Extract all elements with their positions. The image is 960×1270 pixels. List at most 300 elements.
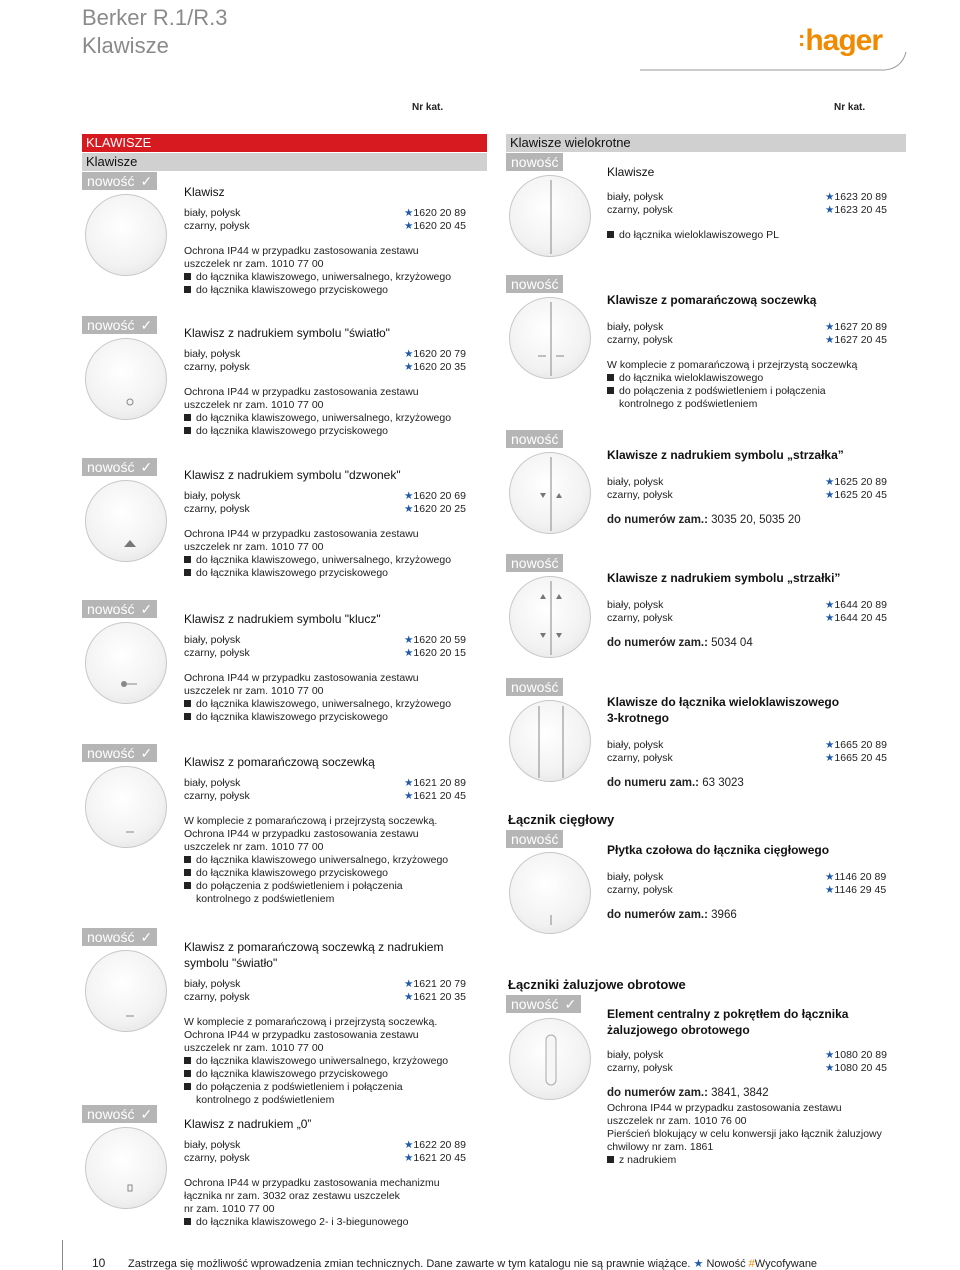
bullet-icon xyxy=(184,569,191,576)
arrows-disc xyxy=(509,576,591,658)
note-line xyxy=(184,828,419,841)
section-header-blind: Łączniki żaluzjowe obrotowe xyxy=(508,977,686,992)
new-badge xyxy=(82,172,157,190)
note-line xyxy=(184,386,419,399)
order-note xyxy=(607,1087,769,1100)
catalog-number xyxy=(825,489,887,502)
order-note-label: do numerów zam.: xyxy=(607,637,708,649)
bullet-icon xyxy=(184,856,191,863)
note-text: do połączenia z podświetleniem i połączenia xyxy=(196,880,403,892)
variant-label: biały, połysk xyxy=(184,634,241,646)
star-icon: ★ xyxy=(825,599,835,611)
new-badge xyxy=(506,830,563,848)
catalog-number xyxy=(404,777,466,790)
star-icon: ★ xyxy=(404,361,414,373)
variant-row xyxy=(184,220,484,233)
catalog-code: 1665 20 45 xyxy=(834,752,887,764)
hash-icon: # xyxy=(748,1258,755,1270)
star-icon: ★ xyxy=(404,503,414,515)
note-line xyxy=(184,1216,408,1229)
star-icon: ★ xyxy=(825,752,835,764)
variant-row xyxy=(607,489,907,502)
variant-label: biały, połysk xyxy=(607,1049,664,1061)
note-line xyxy=(184,1177,440,1190)
catalog-code: 1621 20 89 xyxy=(413,777,466,789)
note-text: do łącznika klawiszowego przyciskowego xyxy=(196,425,389,437)
variant-row xyxy=(184,647,484,660)
note-line xyxy=(607,1141,713,1154)
note-line xyxy=(607,359,857,372)
catalog-code: 1080 20 89 xyxy=(834,1049,887,1061)
variant-row xyxy=(607,599,907,612)
note-line xyxy=(184,425,388,438)
catalog-number xyxy=(825,599,887,612)
arrows-rocker-image xyxy=(510,577,592,659)
check-icon: ✓ xyxy=(140,173,153,189)
catalog-number xyxy=(404,348,466,361)
catalog-code: 1620 20 45 xyxy=(413,220,466,232)
product-title: Klawisz z nadrukiem „0” xyxy=(184,1117,312,1131)
bullet-icon xyxy=(184,427,191,434)
variant-label: czarny, połysk xyxy=(607,884,673,896)
note-text: W komplecie z pomarańczową i przejrzystą soczewką. xyxy=(184,815,438,827)
bullet-icon xyxy=(184,1070,191,1077)
catalog-number xyxy=(404,978,466,991)
note-text: Ochrona IP44 w przypadku zastosowania zestawu xyxy=(184,828,419,840)
note-text: do łącznika klawiszowego uniwersalnego, krzyżowego xyxy=(196,854,449,866)
page-number: 10 xyxy=(92,1256,106,1270)
catalog-number xyxy=(825,612,887,625)
note-text: do połączenia z podświetleniem i połączenia xyxy=(196,1081,403,1093)
note-line xyxy=(184,815,437,828)
variant-row xyxy=(184,361,484,374)
star-icon: ★ xyxy=(404,777,414,789)
note-text: Ochrona IP44 w przypadku zastosowania zestawu xyxy=(184,1029,419,1041)
footer-text: Zastrzega się możliwość wprowadzenia zmian technicznych. Dane zawarte w tym katalogu nie są prawnie wiążące. ★ Nowość #Wycofywane xyxy=(128,1258,818,1270)
new-badge xyxy=(82,458,157,476)
catalog-code: 1621 20 45 xyxy=(413,1152,466,1164)
note-line xyxy=(184,880,403,893)
bullet-icon xyxy=(184,273,191,280)
note-line xyxy=(607,372,763,385)
catalog-number xyxy=(404,490,466,503)
variant-label: czarny, połysk xyxy=(184,361,250,373)
catalog-number xyxy=(825,321,887,334)
note-text: do łącznika klawiszowego przyciskowego xyxy=(196,867,389,879)
knob-rocker-image xyxy=(510,1019,592,1101)
catalog-code: 1625 20 89 xyxy=(834,476,887,488)
lens-disc xyxy=(85,766,167,848)
catalog-number xyxy=(404,647,466,660)
note-line xyxy=(607,385,826,398)
lenslight-rocker-image xyxy=(86,951,168,1033)
variant-row xyxy=(184,207,484,220)
note-line xyxy=(184,1081,403,1094)
new-badge xyxy=(506,153,563,171)
variant-label: czarny, połysk xyxy=(607,489,673,501)
catalog-number xyxy=(404,361,466,374)
new-badge xyxy=(506,678,563,696)
variant-row xyxy=(184,777,484,790)
catalog-number xyxy=(825,752,887,765)
variant-row xyxy=(184,634,484,647)
new-badge xyxy=(82,744,157,762)
note-line xyxy=(184,1068,388,1081)
new-badge xyxy=(82,600,157,618)
product-title: Klawisze z pomarańczową soczewką xyxy=(607,293,817,307)
variant-label: czarny, połysk xyxy=(607,1062,673,1074)
new-label: nowość xyxy=(87,745,135,761)
note-line xyxy=(184,711,388,724)
catalog-number xyxy=(825,191,887,204)
star-icon: ★ xyxy=(404,978,414,990)
order-note-value: 63 3023 xyxy=(699,777,744,789)
product-title: Klawisz z nadrukiem symbolu "światło" xyxy=(184,326,390,340)
star-icon: ★ xyxy=(825,476,835,488)
catalog-code: 1621 20 35 xyxy=(413,991,466,1003)
check-icon: ✓ xyxy=(140,601,153,617)
catalog-code: 1621 20 45 xyxy=(413,790,466,802)
new-badge xyxy=(82,316,157,334)
star-icon: ★ xyxy=(404,220,414,232)
note-text: do połączenia z podświetleniem i połączenia xyxy=(619,385,826,397)
catalog-code: 1622 20 89 xyxy=(413,1139,466,1151)
star-icon: ★ xyxy=(404,207,414,219)
variant-row xyxy=(184,1152,484,1165)
product-title: Klawisz z pomarańczową soczewką xyxy=(184,755,375,769)
note-text: kontrolnego z podświetleniem xyxy=(619,398,758,410)
note-line xyxy=(184,1042,324,1055)
catalog-number xyxy=(404,790,466,803)
note-line xyxy=(607,1102,842,1115)
note-text: do łącznika klawiszowego 2- i 3-biegunowego xyxy=(196,1216,409,1228)
lenslight-disc xyxy=(85,950,167,1032)
bullet-icon xyxy=(184,286,191,293)
catalog-code: 1080 20 45 xyxy=(834,1062,887,1074)
check-icon: ✓ xyxy=(564,996,577,1012)
arrow-rocker-image xyxy=(510,453,592,535)
star-icon: ★ xyxy=(404,647,414,659)
catalog-code: 1623 20 89 xyxy=(834,191,887,203)
variant-row xyxy=(184,490,484,503)
bullet-icon xyxy=(184,414,191,421)
check-icon: ✓ xyxy=(140,745,153,761)
variant-row xyxy=(184,991,484,1004)
key-disc xyxy=(85,622,167,704)
check-icon: ✓ xyxy=(140,459,153,475)
note-line xyxy=(184,245,419,258)
new-label: nowość xyxy=(87,929,135,945)
light-disc xyxy=(85,338,167,420)
new-badge xyxy=(506,554,563,572)
variant-label: biały, połysk xyxy=(184,777,241,789)
variant-label: czarny, połysk xyxy=(607,612,673,624)
note-line xyxy=(184,841,324,854)
note-line xyxy=(184,1055,448,1068)
bullet-icon xyxy=(184,700,191,707)
star-icon: ★ xyxy=(404,490,414,502)
light-rocker-image xyxy=(86,339,168,421)
variant-label: czarny, połysk xyxy=(184,503,250,515)
variant-row xyxy=(607,739,907,752)
note-text: uszczelek nr zam. 1010 77 00 xyxy=(184,685,324,697)
catalog-number xyxy=(825,739,887,752)
variant-row xyxy=(607,612,907,625)
star-icon: ★ xyxy=(825,204,835,216)
note-text: do łącznika klawiszowego przyciskowego xyxy=(196,711,389,723)
catalog-number xyxy=(404,207,466,220)
note-line xyxy=(184,541,324,554)
note-line xyxy=(184,1190,400,1203)
order-note-value: 3966 xyxy=(707,909,737,921)
product-title: Klawisz z nadrukiem symbolu "klucz" xyxy=(184,612,381,626)
note-text: uszczelek nr zam. 1010 77 00 xyxy=(184,258,324,270)
variant-row xyxy=(607,191,907,204)
star-icon: ★ xyxy=(404,634,414,646)
note-text: Ochrona IP44 w przypadku zastosowania mechanizmu xyxy=(184,1177,440,1189)
variant-row xyxy=(184,978,484,991)
star-icon: ★ xyxy=(825,321,835,333)
double-disc xyxy=(509,175,591,257)
doublelens-rocker-image xyxy=(510,298,592,380)
check-icon: ✓ xyxy=(140,1106,153,1122)
variant-label: biały, połysk xyxy=(184,1139,241,1151)
bullet-icon xyxy=(184,1083,191,1090)
variant-label: biały, połysk xyxy=(607,871,664,883)
new-label: nowość xyxy=(511,555,559,571)
catalog-number xyxy=(404,1152,466,1165)
catalog-number xyxy=(825,204,887,217)
triple-disc xyxy=(509,700,591,782)
knob-disc xyxy=(509,1018,591,1100)
note-line xyxy=(607,398,757,411)
new-label: nowość xyxy=(87,173,135,189)
variant-row xyxy=(184,790,484,803)
note-text: do łącznika wieloklawiszowego xyxy=(619,372,764,384)
new-label: nowość xyxy=(511,996,559,1012)
catalog-code: 1620 20 35 xyxy=(413,361,466,373)
note-line xyxy=(184,685,324,698)
star-icon: ★ xyxy=(825,739,835,751)
note-line xyxy=(184,1094,334,1107)
section-header: Klawisze wielokrotne xyxy=(506,134,906,152)
variant-row xyxy=(184,348,484,361)
star-icon: ★ xyxy=(825,1062,835,1074)
catalog-number xyxy=(825,884,886,897)
new-label: nowość xyxy=(511,831,559,847)
bullet-icon xyxy=(184,1218,191,1225)
star-icon: ★ xyxy=(404,790,414,802)
note-text: chwilowy nr zam. 1861 xyxy=(607,1141,714,1153)
variant-row xyxy=(607,321,907,334)
footer-divider xyxy=(62,1240,63,1270)
arrow-disc xyxy=(509,452,591,534)
new-badge xyxy=(506,995,581,1013)
note-text: do łącznika klawiszowego, uniwersalnego, krzyżowego xyxy=(196,698,452,710)
star-icon: ★ xyxy=(404,348,414,360)
variant-label: biały, połysk xyxy=(607,599,664,611)
pull-rocker-image xyxy=(510,853,592,935)
catalog-code: 1620 20 25 xyxy=(413,503,466,515)
product-title: Klawisz z pomarańczową soczewką z nadrukiem xyxy=(184,940,444,954)
variant-label: biały, połysk xyxy=(184,207,241,219)
variant-label: czarny, połysk xyxy=(184,790,250,802)
note-text: kontrolnego z podświetleniem xyxy=(196,893,335,905)
catalog-number xyxy=(825,476,887,489)
note-text: do łącznika klawiszowego uniwersalnego, krzyżowego xyxy=(196,1055,449,1067)
product-title: Płytka czołowa do łącznika cięgłowego xyxy=(607,843,830,857)
triple-rocker-image xyxy=(510,701,592,783)
note-text: Ochrona IP44 w przypadku zastosowania zestawu xyxy=(607,1102,842,1114)
note-text: do łącznika klawiszowego, uniwersalnego, krzyżowego xyxy=(196,412,452,424)
new-label: nowość xyxy=(87,317,135,333)
product-title: Klawisz xyxy=(184,185,225,199)
plain-rocker-image xyxy=(86,195,168,277)
bell-disc xyxy=(85,480,167,562)
check-icon: ✓ xyxy=(140,929,153,945)
note-text: do łącznika klawiszowego przyciskowego xyxy=(196,567,389,579)
note-line xyxy=(607,1128,882,1141)
variant-label: biały, połysk xyxy=(607,476,664,488)
new-label: nowość xyxy=(511,679,559,695)
zero-disc xyxy=(85,1127,167,1209)
star-icon: ★ xyxy=(825,871,835,883)
new-label: nowość xyxy=(511,276,559,292)
bullet-icon xyxy=(184,1057,191,1064)
star-icon: ★ xyxy=(825,334,835,346)
catalog-code: 1620 20 79 xyxy=(413,348,466,360)
order-note xyxy=(607,909,737,922)
note-line xyxy=(184,528,419,541)
star-icon: ★ xyxy=(825,884,835,896)
bullet-icon xyxy=(607,1156,614,1163)
new-badge xyxy=(82,1105,157,1123)
note-text: uszczelek nr zam. 1010 76 00 xyxy=(607,1115,747,1127)
catalog-number xyxy=(404,1139,466,1152)
note-line xyxy=(184,1016,437,1029)
variant-label: czarny, połysk xyxy=(184,220,250,232)
order-note xyxy=(607,777,744,790)
bullet-icon xyxy=(184,882,191,889)
section-header: KLAWISZE xyxy=(82,134,487,152)
product-title: Klawisze z nadrukiem symbolu „strzałki” xyxy=(607,571,841,585)
note-text: uszczelek nr zam. 1010 77 00 xyxy=(184,541,324,553)
catalog-number xyxy=(825,1049,887,1062)
variant-row xyxy=(607,204,907,217)
variant-label: biały, połysk xyxy=(607,191,664,203)
order-note xyxy=(607,514,801,527)
note-line xyxy=(184,567,388,580)
new-label: nowość xyxy=(511,154,559,170)
note-line xyxy=(184,672,419,685)
note-text: uszczelek nr zam. 1010 77 00 xyxy=(184,399,324,411)
note-text: W komplecie z pomarańczową i przejrzystą soczewką xyxy=(607,359,858,371)
variant-row xyxy=(607,1062,907,1075)
star-icon: ★ xyxy=(693,1258,704,1270)
variant-row xyxy=(184,503,484,516)
product-title: Klawisze do łącznika wieloklawiszowego xyxy=(607,695,840,709)
zero-rocker-image xyxy=(86,1128,168,1210)
catalog-number xyxy=(825,1062,887,1075)
catalog-code: 1620 20 89 xyxy=(413,207,466,219)
variant-label: biały, połysk xyxy=(607,739,664,751)
note-line xyxy=(184,867,388,880)
note-line xyxy=(184,399,324,412)
nr-kat-right: Nr kat. xyxy=(834,102,866,113)
note-line xyxy=(184,893,334,906)
star-icon: ★ xyxy=(825,191,835,203)
note-text: Ochrona IP44 w przypadku zastosowania zestawu xyxy=(184,386,419,398)
variant-row xyxy=(184,1139,484,1152)
note-line xyxy=(184,271,451,284)
new-badge xyxy=(82,928,157,946)
note-text: do łącznika wieloklawiszowego PL xyxy=(619,229,779,241)
note-text: uszczelek nr zam. 1010 77 00 xyxy=(184,841,324,853)
variant-label: czarny, połysk xyxy=(184,647,250,659)
note-line xyxy=(607,1115,747,1128)
new-badge xyxy=(506,275,563,293)
star-icon: ★ xyxy=(825,612,835,624)
note-line xyxy=(184,554,451,567)
catalog-number xyxy=(404,991,466,1004)
subsection-header: Klawisze xyxy=(82,153,487,171)
product-title-line2: żaluzjowego obrotowego xyxy=(607,1023,750,1037)
catalog-number xyxy=(404,220,466,233)
star-icon: ★ xyxy=(404,1152,414,1164)
variant-label: biały, połysk xyxy=(184,978,241,990)
note-text: Ochrona IP44 w przypadku zastosowania zestawu xyxy=(184,245,419,257)
order-note-value: 3035 20, 5035 20 xyxy=(707,514,801,526)
note-text: z nadrukiem xyxy=(619,1154,677,1166)
catalog-code: 1665 20 89 xyxy=(834,739,887,751)
catalog-code: 1644 20 89 xyxy=(834,599,887,611)
variant-row xyxy=(607,752,907,765)
order-note-value: 3841, 3842 xyxy=(707,1087,769,1099)
catalog-number xyxy=(825,334,887,347)
pull-disc xyxy=(509,852,591,934)
product-title-line2: symbolu "światło" xyxy=(184,956,278,970)
catalog-code: 1146 29 45 xyxy=(834,884,887,896)
double-rocker-image xyxy=(510,176,592,258)
nr-kat-left: Nr kat. xyxy=(412,102,444,113)
order-note-label: do numerów zam.: xyxy=(607,514,708,526)
variant-row xyxy=(607,476,907,489)
variant-label: czarny, połysk xyxy=(607,334,673,346)
variant-label: czarny, połysk xyxy=(184,991,250,1003)
variant-label: czarny, połysk xyxy=(607,752,673,764)
new-label: nowość xyxy=(87,1106,135,1122)
note-text: do łącznika klawiszowego przyciskowego xyxy=(196,1068,389,1080)
check-icon: ✓ xyxy=(140,317,153,333)
catalog-number xyxy=(404,634,466,647)
catalog-code: 1620 20 59 xyxy=(413,634,466,646)
page-title: Berker R.1/R.3 Klawisze xyxy=(82,5,228,58)
new-badge xyxy=(506,430,563,448)
lens-rocker-image xyxy=(86,767,168,849)
doublelens-disc xyxy=(509,297,591,379)
note-line xyxy=(607,1154,676,1167)
order-note-label: do numerów zam.: xyxy=(607,1087,708,1099)
variant-label: czarny, połysk xyxy=(607,204,673,216)
note-text: do łącznika klawiszowego, uniwersalnego, krzyżowego xyxy=(196,554,452,566)
product-title: Klawisze xyxy=(607,165,655,179)
catalog-code: 1627 20 45 xyxy=(834,334,887,346)
product-title: Klawisze z nadrukiem symbolu „strzałka” xyxy=(607,448,844,462)
note-text: do łącznika klawiszowego, uniwersalnego, krzyżowego xyxy=(196,271,452,283)
note-line xyxy=(184,1203,274,1216)
order-note xyxy=(607,637,753,650)
bell-rocker-image xyxy=(86,481,168,563)
